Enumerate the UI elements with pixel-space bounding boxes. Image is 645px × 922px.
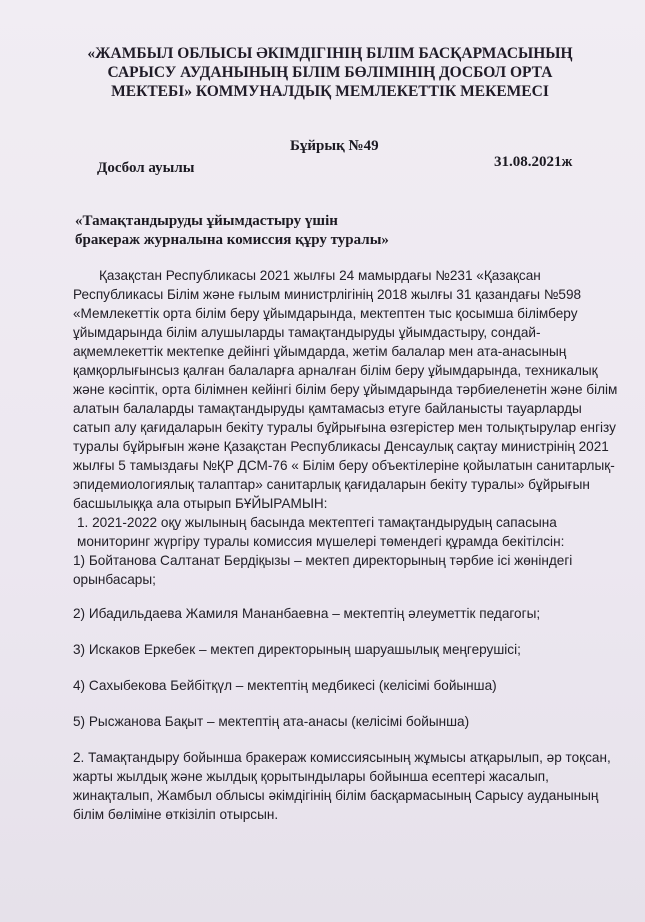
member-1: 1) Бойтанова Салтанат Бердіқызы – мектеп директорының тәрбие ісі жөніндегі орынбасары; [73, 553, 573, 587]
member-2: 2) Ибадильдаева Жамиля Мананбаевна – мектептің әлеуметтік педагогы; [73, 606, 541, 621]
intro-paragraph: Қазақстан Республикасы 2021 жылғы 24 мамырдағы №231 «Қазақсан Республикасы Білім және ғылым министрлігінің 2018 жылғы 31 қазандағы №598 «Мемлекеттік орта білім беру ұйымдарында, мектептен тыс қосымша білімберу ұйымдарында білім алушыларды тамақтандыруды ұйымдастыру, сондай-ақмемлекеттік мектепке дейінгі ұйымдарда, жетім балалар мен ата-анасының қамқорлығынсыз қалған балаларға арналған білім беру ұйымдарында, техникалық және кәсіптік, орта білімнен кейінгі білім беру ұйымдарында тәрбиеленетін және білім алатын балаларды тамақтандыруды қамтамасыз етуге байланысты тауарларды сатып алу қағидаларын бекіту туралы бұйрығына өзгерістер мен толықтырулар енгізу туралы бұйрығын және Қазақстан Республикасы Денсаулық сақтау министрінің 2021 жылғы 5 тамыздағы №ҚР ДСМ-76 « Білім беру объектілеріне қойылатын санитарлық-эпидемиологиялық талаптар» санитарлық қағидаларын бекіту туралы» бұйрығын басшылыққа ала отырып БҰЙЫРАМЫН: [73, 268, 618, 511]
spacer [73, 695, 621, 712]
village-name: Досбол ауылы [97, 160, 195, 176]
member-4: 4) Сахыбекова Бейбітқүл – мектептің медбикесі (келісімі бойынша) [73, 678, 497, 693]
order-body [73, 266, 621, 824]
item-2-paragraph: 2. Тамақтандыру бойынша бракераж комиссиясының жұмысы атқарылып, әр тоқсан, жарты жылдық және жылдық қорытындылары бойынша есептері жасалып, жинақталып, Жамбыл облысы әкімдігінің білім басқармасының Сарысу ауданының білім бөліміне өткізіліп отырсын. [73, 750, 611, 822]
subject-line-1: «Тамақтандыруды ұйымдастыру үшін [75, 213, 338, 229]
org-line-1: «ЖАМБЫЛ ОБЛЫСЫ ӘКІМДІГІНІҢ БІЛІМ БАСҚАРМАСЫНЫҢ [87, 45, 573, 62]
member-5: 5) Рысжанова Бақыт – мектептің ата-анасы (келісімі бойынша) [73, 714, 470, 729]
spacer [73, 731, 621, 748]
order-date: 31.08.2021ж [494, 154, 573, 170]
spacer [73, 659, 621, 676]
item-1-paragraph: 1. 2021-2022 оқу жылының басында мектептегі тамақтандырудың сапасына мониторинг жүргіру туралы комиссия мүшелері төмендегі құрамда бекітілсін: [77, 515, 565, 549]
org-line-3: МЕКТЕБІ» КОММУНАЛДЫҚ МЕМЛЕКЕТТІК МЕКЕМЕСІ [111, 83, 549, 100]
order-number: Бұйрық №49 [290, 138, 379, 154]
order-subject [75, 212, 495, 250]
org-line-2: САРЫСУ АУДАНЫНЫҢ БІЛІМ БӨЛІМІНІҢ ДОСБОЛ ОРТА [107, 64, 553, 81]
organization-header [40, 44, 620, 101]
subject-line-2: бракераж журналына комиссия құру туралы» [75, 232, 389, 248]
member-3: 3) Искаков Еркебек – мектеп директорының шаруашылық меңгерушісі; [73, 642, 521, 657]
spacer [73, 623, 621, 640]
spacer [73, 589, 621, 604]
